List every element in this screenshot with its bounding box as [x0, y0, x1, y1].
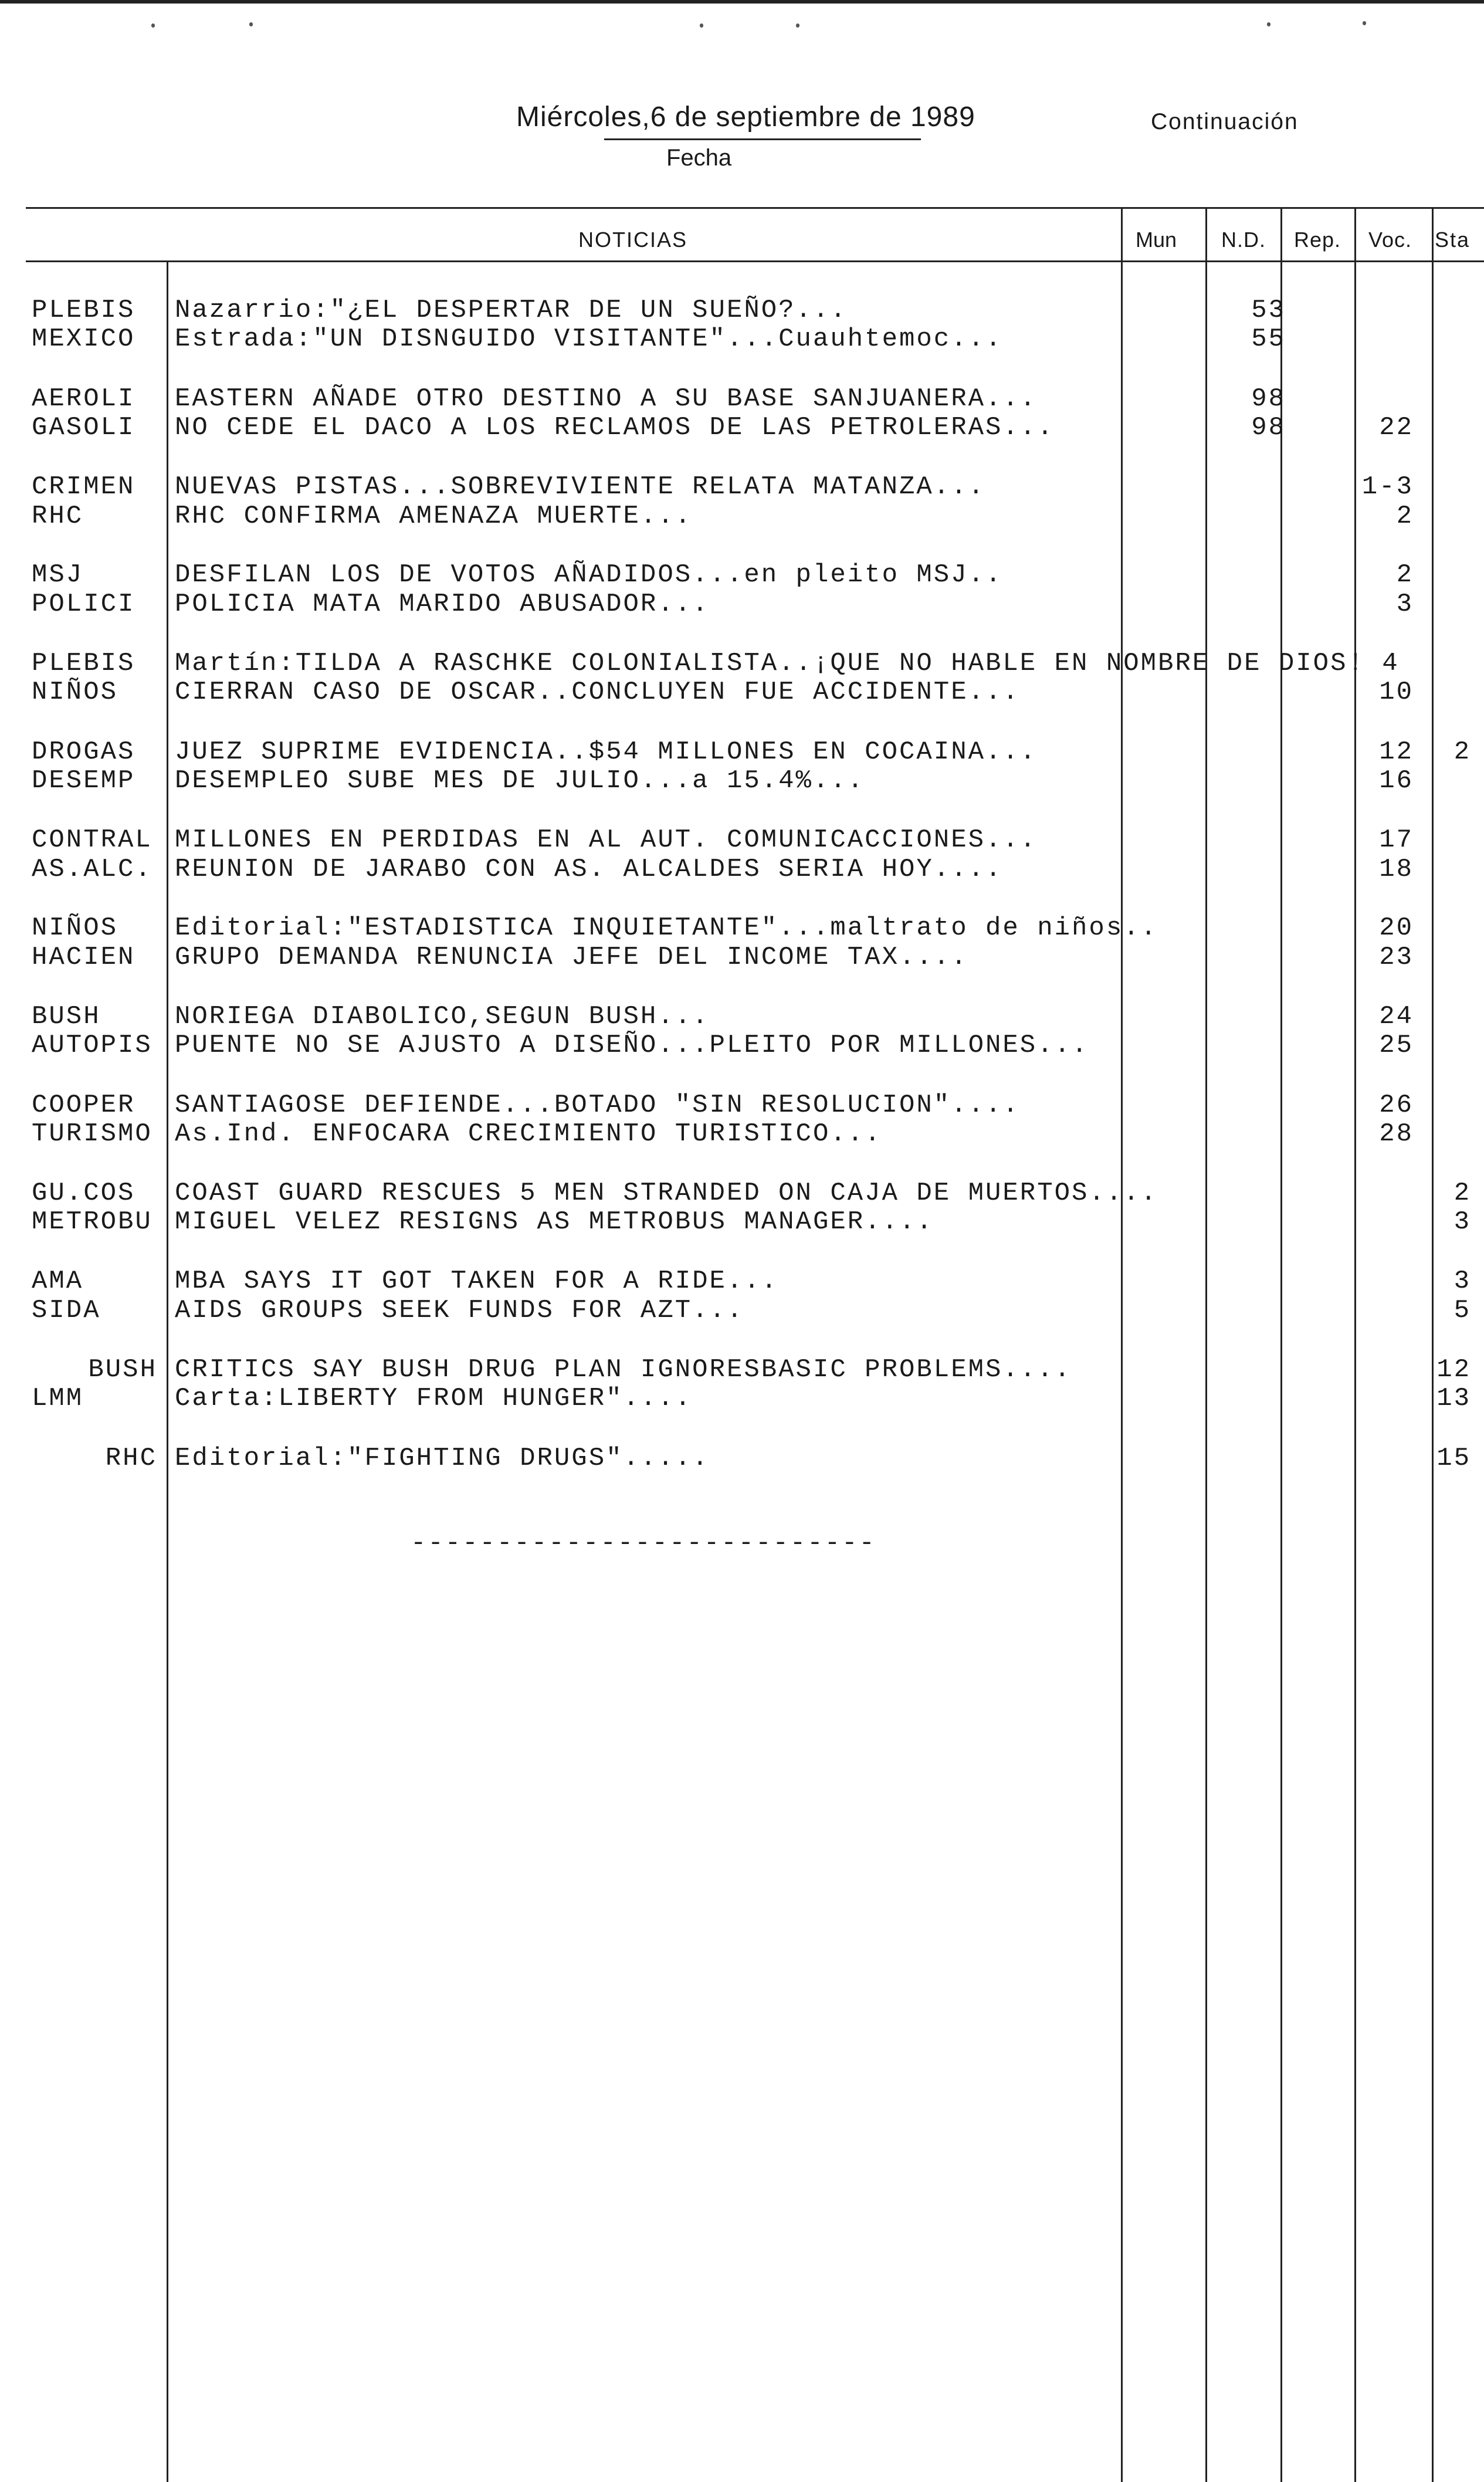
- row-headline: DESEMPLEO SUBE MES DE JULIO...a 15.4%...: [175, 766, 865, 795]
- row-headline: MBA SAYS IT GOT TAKEN FOR A RIDE...: [175, 1267, 779, 1296]
- row-section: GU.COS: [32, 1179, 135, 1208]
- row-headline: Editorial:"FIGHTING DRUGS".....: [175, 1444, 710, 1473]
- row-section: RHC: [32, 502, 84, 531]
- row-voc: 18: [1379, 855, 1414, 884]
- column-header-noticias: NOTICIAS: [578, 228, 688, 252]
- row-headline: NORIEGA DIABOLICO,SEGUN BUSH...: [175, 1002, 710, 1031]
- row-section: AS.ALC.: [32, 855, 153, 884]
- row-voc: 1-3: [1361, 472, 1414, 502]
- row-section: HACIEN: [32, 943, 135, 972]
- punch-mark: [151, 23, 155, 28]
- row-headline: MIGUEL VELEZ RESIGNS AS METROBUS MANAGER....: [175, 1207, 934, 1237]
- row-headline: MILLONES EN PERDIDAS EN AL AUT. COMUNICACCIONES...: [175, 825, 1038, 855]
- row-headline: Nazarrio:"¿EL DESPERTAR DE UN SUEÑO?...: [175, 296, 848, 325]
- row-voc: 16: [1379, 766, 1414, 795]
- row-headline: POLICIA MATA MARIDO ABUSADOR...: [175, 590, 710, 619]
- row-section: AMA: [32, 1267, 84, 1296]
- row-voc: 12: [1379, 737, 1414, 767]
- row-section: LMM: [32, 1384, 84, 1413]
- row-section: NIÑOS: [32, 678, 118, 707]
- row-headline: GRUPO DEMANDA RENUNCIA JEFE DEL INCOME TAX....: [175, 943, 968, 972]
- row-sta: 3: [1453, 1267, 1471, 1296]
- row-section: CRIMEN: [32, 472, 135, 502]
- row-voc: 20: [1379, 913, 1414, 943]
- row-voc: 10: [1379, 678, 1414, 707]
- row-section: CONTRAL: [32, 825, 153, 855]
- row-headline: EASTERN AÑADE OTRO DESTINO A SU BASE SANJUANERA...: [175, 384, 1038, 414]
- row-sta: 13: [1436, 1384, 1471, 1413]
- row-section: BUSH: [32, 1002, 101, 1031]
- row-sta: 12: [1436, 1355, 1471, 1384]
- row-headline: SANTIAGOSE DEFIENDE...BOTADO "SIN RESOLUCION"....: [175, 1091, 1020, 1120]
- row-headline: CIERRAN CASO DE OSCAR..CONCLUYEN FUE ACCIDENTE...: [175, 678, 1020, 707]
- row-section: AUTOPIS: [32, 1031, 153, 1060]
- row-sta: 5: [1453, 1296, 1471, 1325]
- row-section: PLEBIS: [32, 649, 135, 678]
- column-header-sta: Sta: [1435, 228, 1471, 252]
- row-nd: 53: [1251, 296, 1286, 325]
- date-caption: Fecha: [666, 145, 732, 171]
- punch-mark: [796, 23, 799, 28]
- row-voc: 17: [1379, 825, 1414, 855]
- punch-mark: [1267, 22, 1270, 26]
- row-section: PLEBIS: [32, 296, 135, 325]
- row-voc: 28: [1379, 1119, 1414, 1149]
- section-column-divider: [167, 260, 168, 2482]
- row-sta: 15: [1436, 1444, 1471, 1473]
- punch-mark: [700, 23, 703, 28]
- row-voc: 24: [1379, 1002, 1414, 1031]
- punch-mark: [249, 22, 253, 26]
- row-voc: 3: [1396, 590, 1414, 619]
- row-section: DROGAS: [32, 737, 135, 767]
- column-header-mun: Mun: [1136, 228, 1177, 252]
- row-headline: JUEZ SUPRIME EVIDENCIA..$54 MILLONES EN COCAINA...: [175, 737, 1038, 767]
- voc-column-divider-left: [1354, 207, 1356, 2482]
- row-section: BUSH: [88, 1355, 157, 1384]
- row-headline: RHC CONFIRMA AMENAZA MUERTE...: [175, 502, 693, 531]
- row-sta: 3: [1453, 1207, 1471, 1237]
- row-nd: 55: [1251, 324, 1286, 354]
- row-headline: NO CEDE EL DACO A LOS RECLAMOS DE LAS PETROLERAS...: [175, 413, 1055, 442]
- row-section: METROBU: [32, 1207, 153, 1237]
- nd-column-divider-left: [1205, 207, 1207, 2482]
- row-nd: 98: [1251, 384, 1286, 414]
- row-voc: 25: [1379, 1031, 1414, 1060]
- table-top-rule: [26, 207, 1484, 209]
- row-headline: NUEVAS PISTAS...SOBREVIVIENTE RELATA MATANZA...: [175, 472, 986, 502]
- row-headline: DESFILAN LOS DE VOTOS AÑADIDOS...en pleito MSJ..: [175, 560, 1003, 590]
- sta-column-divider-left: [1432, 207, 1434, 2482]
- row-headline: PUENTE NO SE AJUSTO A DISEÑO...PLEITO POR MILLONES...: [175, 1031, 1089, 1060]
- row-voc: 2: [1396, 502, 1414, 531]
- row-section: DESEMP: [32, 766, 135, 795]
- row-sta: 2: [1453, 1179, 1471, 1208]
- column-header-voc: Voc.: [1368, 228, 1412, 252]
- row-voc: 23: [1379, 943, 1414, 972]
- row-nd: 98: [1251, 413, 1286, 442]
- row-headline: Martín:TILDA A RASCHKE COLONIALISTA..¡QUE NO HABLE EN NOMBRE DE DIOS! 4: [175, 649, 1400, 678]
- row-headline: CRITICS SAY BUSH DRUG PLAN IGNORESBASIC PROBLEMS....: [175, 1355, 1072, 1384]
- date-underline: [604, 138, 921, 140]
- row-voc: 26: [1379, 1091, 1414, 1120]
- row-section: MSJ: [32, 560, 84, 590]
- row-headline: REUNION DE JARABO CON AS. ALCALDES SERIA HOY....: [175, 855, 1003, 884]
- row-headline: AIDS GROUPS SEEK FUNDS FOR AZT...: [175, 1296, 744, 1325]
- row-voc: 2: [1396, 560, 1414, 590]
- row-section: MEXICO: [32, 324, 135, 354]
- row-voc: 22: [1379, 413, 1414, 442]
- row-section: COOPER: [32, 1091, 135, 1120]
- punch-mark: [1363, 21, 1366, 25]
- row-section: NIÑOS: [32, 913, 118, 943]
- rep-column-divider-left: [1280, 207, 1282, 2482]
- header-bottom-rule: [26, 260, 1484, 262]
- row-headline: Carta:LIBERTY FROM HUNGER"....: [175, 1384, 693, 1413]
- column-header-rep: Rep.: [1294, 228, 1341, 252]
- end-of-list-rule: ---------------------------: [411, 1529, 876, 1558]
- row-section: POLICI: [32, 590, 135, 619]
- row-section: RHC: [105, 1444, 157, 1473]
- page-date: Miércoles,6 de septiembre de 1989: [516, 101, 975, 133]
- row-headline: COAST GUARD RESCUES 5 MEN STRANDED ON CAJA DE MUERTOS....: [175, 1179, 1158, 1208]
- row-section: SIDA: [32, 1296, 101, 1325]
- row-sta: 2: [1453, 737, 1471, 767]
- row-headline: As.Ind. ENFOCARA CRECIMIENTO TURISTICO...: [175, 1119, 882, 1149]
- row-headline: Editorial:"ESTADISTICA INQUIETANTE"...maltrato de niños..: [175, 913, 1158, 943]
- row-section: TURISMO: [32, 1119, 153, 1149]
- continuation-label: Continuación: [1151, 109, 1299, 134]
- row-headline: Estrada:"UN DISNGUIDO VISITANTE"...Cuauhtemoc...: [175, 324, 1003, 354]
- row-section: GASOLI: [32, 413, 135, 442]
- row-section: AEROLI: [32, 384, 135, 414]
- top-rule: [0, 0, 1484, 4]
- mun-column-divider-left: [1121, 207, 1123, 2482]
- column-header-nd: N.D.: [1221, 228, 1266, 252]
